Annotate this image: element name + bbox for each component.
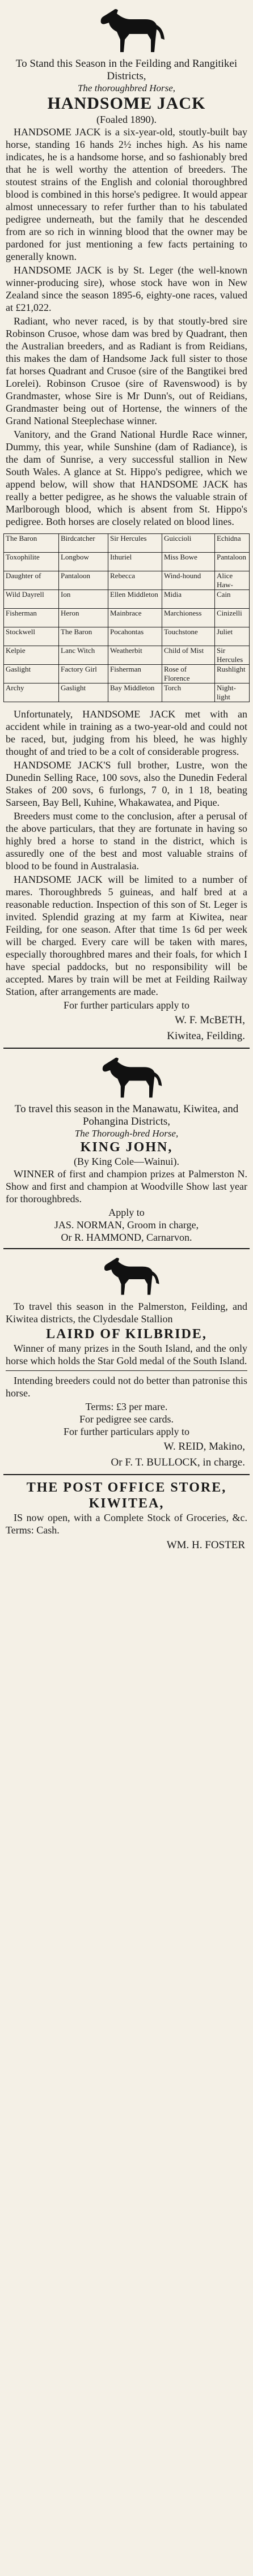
pedigree-row: Wild Dayrell Ion Ellen Middleton Midia Cain (4, 590, 249, 609)
horse-illustration-icon (87, 1054, 166, 1100)
ad1-after-body (6, 708, 247, 998)
ad2-intro: To travel this season in the Manawatu, Kiwitea, and Pohangina Districts, (14, 1103, 239, 1127)
ad1-paragraph: HANDSOME JACK is by St. Leger (the well-known winner-producing sire), whose stock have won in New Zealand since the season 1895-6, eighty-one races, valued at £21,022. (6, 264, 247, 313)
ad1-horse-name: HANDSOME JACK (47, 94, 206, 113)
pedigree-table (3, 533, 250, 702)
ad4-owner: WM. H. FOSTER (166, 1539, 245, 1551)
divider (3, 1048, 250, 1049)
ad3-contact: W. REID, Makino, (163, 1441, 245, 1453)
ad1-paragraph: HANDSOME JACK is a six-year-old, stoutly-built bay horse, standing 16 hands 2½ inches high. As his name indicates, he is a handsome horse, and so fashionably bred that he is well worthy the attention of breeders. The stoutest strains of the English and colonial thoroughbred blood is combined in this horse's pedigree. It would appear almost unnecessary to refer further than to his tabulated pedigree underneath, but the family that he descended from are so rich in winning blood that the owner may be pardoned for just mentioning a few facts pertaining to generally known. (6, 126, 247, 262)
ad3-body: Winner of many prizes in the South Island, and the only horse which holds the Star Gold medal of the South Island. (6, 1343, 247, 1366)
pedigree-row: Daughter of Pantaloon Rebecca Wind-hound Alice Haw- (4, 571, 249, 590)
ad1-body (6, 126, 247, 528)
ad2-body (6, 1168, 247, 1205)
ad3-pedigree: For pedigree see cards. (79, 1413, 174, 1425)
ad1-place: Kiwitea, Feilding. (167, 1030, 245, 1042)
ad1-foaled: (Foaled 1890). (96, 114, 157, 125)
ad1-paragraph: Vanitory, and the Grand National Hurdle Race winner, Dummy, this year, while Sunshine (dam of Radiance), is the dam of Sunrise, a very successful stallion in New South Wales. A glance at St. Hippo's pedigree, which we append below, will show that HANDSOME JACK has really a better pedigree, as he shows the valuable strain of Marlborough blood, which is absent from St. Hippo's pedigree. Both horses are closely related on blood lines. (6, 429, 247, 527)
ad2-apply: Apply to (108, 1207, 145, 1218)
ad2-contact: Or R. HAMMOND, Carnarvon. (61, 1232, 192, 1243)
ad1-paragraph: Radiant, who never raced, is by that stoutly-bred sire Robinson Crusoe, whose dam was bred by Quadrant, then the Australian breeders, and as Radiant is from Reidians, this makes the dam of Handsome Jack full sister to those fat horses Quadrant and Crusoe (sire of the Bangtikei bred Lorelei). Robinson Crusoe (sire of Ravenswood) is by Grandmaster, whose Sire is Mr Dunn's, out of Reidians, Grandmaster being out of Hortense, the winners of the Grand National Steeplechase winner. (6, 315, 247, 426)
horse-illustration-icon (90, 1255, 163, 1297)
ad1-paragraph: HANDSOME JACK will be limited to a number of mares. Thoroughbreds 5 guineas, and half bred at a reasonable reduction. Inspection of this son of St. Leger is invited. Splendid grazing at my farm at Kiwitea, near Feilding, for one season. After that time 1s 6d per week will be charged. Every care will be taken with mares, especially thoroughbred mares and their foals, for which I have special paddocks, but no responsibility will be accepted. Mares by train will be met at Feilding Railway Station, after arrangements are made. (6, 874, 247, 997)
divider (3, 1474, 250, 1475)
ad1-breed: The thoroughbred Horse, (77, 83, 176, 93)
ad3-terms: Terms: £3 per mare. (85, 1401, 168, 1412)
ad2-contact: JAS. NORMAN, Groom in charge, (54, 1219, 199, 1231)
divider (6, 1370, 247, 1371)
ad2-horse-name: KING JOHN, (80, 1140, 173, 1155)
horse-illustration-icon (84, 6, 169, 54)
ad3-horse-name: LAIRD OF KILBRIDE, (46, 1327, 207, 1342)
ad3-intro: To travel this season in the Palmerston, Feilding, and Kiwitea districts, the Clydesdale Stallion (6, 1301, 247, 1325)
pedigree-row: Archy Gaslight Bay Middleton Torch Night-light (4, 683, 249, 702)
pedigree-row: Toxophilite Longbow Ithuriel Miss Bowe Pantaloon (4, 553, 249, 571)
ad1-intro: To Stand this Season in the Feilding and Rangitikei Districts, (15, 58, 238, 82)
pedigree-row: Gaslight Factory Girl Fisherman Rose of Florence Rushlight (4, 665, 249, 683)
ad3-contact: Or F. T. BULLOCK, in charge. (111, 1456, 245, 1468)
ad1-signature: W. F. McBETH, (175, 1014, 245, 1026)
newspaper-page (0, 6, 253, 2576)
pedigree-row: The Baron Birdcatcher Sir Hercules Guiccioli Echidna (4, 534, 249, 553)
ad1-paragraph: HANDSOME JACK'S full brother, Lustre, won the Dunedin Selling Race, 100 sovs, also the Dunedin Federal Stakes of 200 sovs, 6 furlongs, 7 0, in 1 18, beating Sarseen, Bay Bell, Kuhine, Whakawatea, and Pique. (6, 759, 247, 808)
ad4-body: IS now open, with a Complete Stock of Groceries, &c. Terms: Cash. (6, 1512, 247, 1536)
pedigree-row: Kelpie Lanc Witch Weatherbit Child of Mist Sir Hercules (4, 646, 249, 665)
ad2-paragraph: WINNER of first and champion prizes at Palmerston N. Show and first and champion at Woodville Show last year for thoroughbreds. (6, 1168, 247, 1204)
ad1-paragraph: Unfortunately, HANDSOME JACK met with an accident while in training as a two-year-old and could not be raced, but, judging from his bleed, he was highly thought of and tried to be a colt of considerable progress. (6, 708, 247, 757)
ad4-place: KIWITEA, (88, 1496, 165, 1511)
ad2-breed: The Thorough-bred Horse, (74, 1128, 179, 1139)
ad2-sire: (By King Cole—Wainui). (73, 1156, 180, 1167)
ad4-title: THE POST OFFICE STORE, (26, 1480, 227, 1495)
ad1-further: For further particulars apply to (64, 999, 189, 1011)
divider (3, 1248, 250, 1249)
ad1-paragraph: Breeders must come to the conclusion, after a perusal of the above particulars, that they are fortunate in having so highly bred a horse to stand in the district, which is assuredly one of the best and most valuable strains of blood to be found in Australasia. (6, 810, 247, 872)
pedigree-row: Fisherman Heron Mainbrace Marchioness Cinizelli (4, 609, 249, 627)
pedigree-row: Stockwell The Baron Pocahontas Touchstone Juliet (4, 627, 249, 646)
ad3-note: Intending breeders could not do better than patronise this horse. (6, 1375, 247, 1399)
ad3-apply: For further particulars apply to (64, 1426, 189, 1437)
